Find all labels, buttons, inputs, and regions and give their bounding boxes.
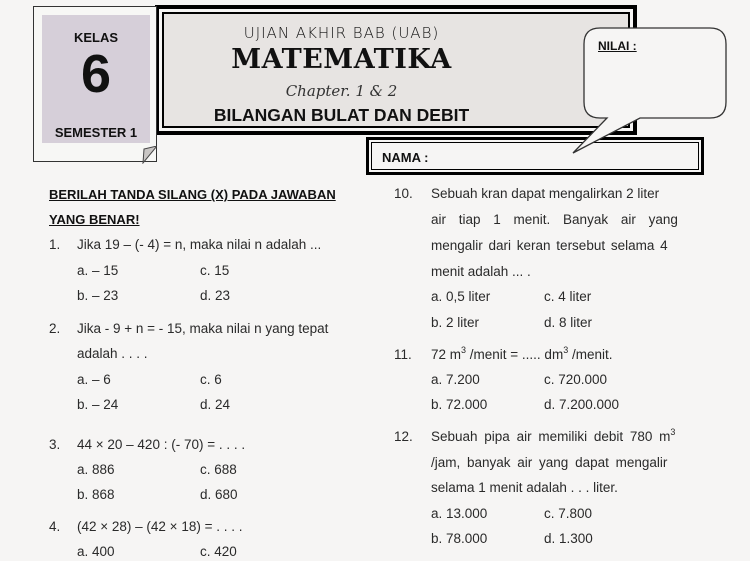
exam-type: UJIAN AKHIR BAB (UAB)	[243, 24, 440, 42]
option-a[interactable]: a. – 15	[77, 263, 119, 278]
topic-title: BILANGAN BULAT DAN DEBIT	[213, 105, 470, 125]
option-a[interactable]: a. 13.000	[431, 506, 488, 521]
text-part: /menit.	[568, 347, 613, 362]
question-number: 12.	[394, 429, 413, 444]
superscript: 3	[670, 427, 676, 437]
option-d[interactable]: d. 8 liter	[544, 315, 593, 330]
option-b[interactable]: b. 2 liter	[431, 315, 480, 330]
question-number: 11.	[394, 347, 412, 362]
option-b[interactable]: b. 78.000	[431, 531, 488, 546]
option-b[interactable]: b. 868	[77, 487, 115, 502]
instruction-line-1: BERILAH TANDA SILANG (X) PADA JAWABAN	[49, 187, 336, 202]
option-a[interactable]: a. 0,5 liter	[431, 289, 491, 304]
option-d[interactable]: d. 24	[200, 397, 231, 412]
option-a[interactable]: a. 886	[77, 462, 115, 477]
question-text: 44 × 20 – 420 : (- 70) = . . . .	[77, 437, 246, 452]
question-text-line-4: menit adalah ... .	[431, 264, 531, 279]
text-part: /menit = ..... dm	[466, 347, 564, 362]
name-label: NAMA :	[382, 150, 429, 165]
text-part: Sebuah pipa air memiliki debit 780 m	[431, 429, 671, 444]
question-text: (42 × 28) – (42 × 18) = . . . .	[77, 519, 243, 534]
question-text-line-3: selama 1 menit adalah . . . liter.	[431, 480, 618, 495]
superscript: 3	[461, 345, 467, 355]
question-text-line-3: mengalir dari keran tersebut selama 4	[431, 238, 668, 253]
option-c[interactable]: c. 4 liter	[544, 289, 592, 304]
option-a[interactable]: a. 400	[77, 544, 115, 559]
option-c[interactable]: c. 420	[200, 544, 237, 559]
question-text-line-2: adalah . . . .	[77, 346, 148, 361]
option-c[interactable]: c. 688	[200, 462, 237, 477]
option-d[interactable]: d. 7.200.000	[544, 397, 620, 412]
chapter-label: Chapter. 1 & 2	[285, 82, 398, 100]
question-number: 10.	[394, 186, 413, 201]
option-d[interactable]: d. 1.300	[544, 531, 593, 546]
subject-title: MATEMATIKA	[231, 44, 452, 75]
option-a[interactable]: a. 7.200	[431, 372, 480, 387]
question-text-line-2: air tiap 1 menit. Banyak air yang	[431, 212, 678, 227]
text: Sebuah kran dapat mengalirkan 2 liter	[431, 186, 660, 201]
class-number: 6	[80, 44, 112, 104]
question-number: 4.	[49, 519, 61, 534]
text-part: 72 m	[431, 347, 462, 362]
option-c[interactable]: c. 6	[200, 372, 222, 387]
superscript: 3	[563, 345, 569, 355]
question-text-line-1	[431, 186, 691, 201]
question-text-line-1: Jika - 9 + n = - 15, maka nilai n yang tepat	[77, 321, 329, 336]
question-text: Jika 19 – (- 4) = n, maka nilai n adalah ...	[77, 237, 322, 252]
semester-label: SEMESTER 1	[54, 125, 138, 140]
class-label: KELAS	[73, 30, 119, 45]
option-d[interactable]: d. 680	[200, 487, 238, 502]
score-label: NILAI :	[598, 39, 637, 53]
option-d[interactable]: d. 23	[200, 288, 231, 303]
question-number: 2.	[49, 321, 61, 336]
instruction-line-2: YANG BENAR!	[49, 212, 140, 227]
question-number: 3.	[49, 437, 61, 452]
option-b[interactable]: b. – 23	[77, 288, 119, 303]
question-text-line-1	[431, 429, 675, 444]
option-c[interactable]: c. 15	[200, 263, 230, 278]
question-number: 1.	[49, 237, 61, 252]
option-b[interactable]: b. – 24	[77, 397, 119, 412]
question-text	[431, 347, 612, 362]
question-text-line-2: /jam, banyak air yang dapat mengalir	[431, 455, 668, 470]
option-c[interactable]: c. 7.800	[544, 506, 593, 521]
option-c[interactable]: c. 720.000	[544, 372, 608, 387]
option-a[interactable]: a. – 6	[77, 372, 111, 387]
option-b[interactable]: b. 72.000	[431, 397, 488, 412]
